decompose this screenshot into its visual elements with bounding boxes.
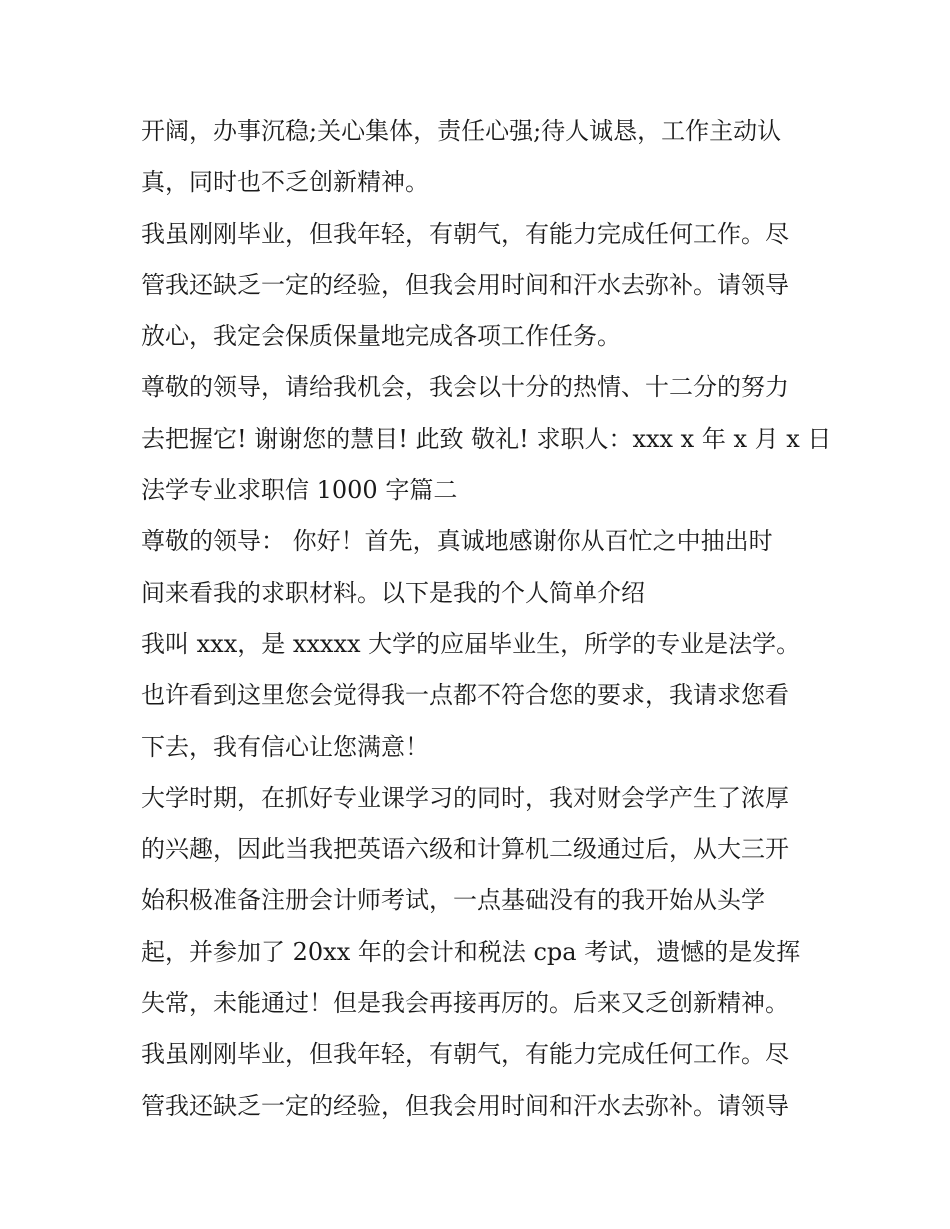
text-line: 我虽刚刚毕业，但我年轻，有朝气，有能力完成任何工作。尽 <box>141 1040 789 1069</box>
text-line: 下去，我有信心让您满意！ <box>141 732 429 761</box>
text-line: 的兴趣，因此当我把英语六级和计算机二级通过后，从大三开 <box>141 835 789 864</box>
paragraph-3 <box>141 362 831 465</box>
text-line: 也许看到这里您会觉得我一点都不符合您的要求，我请求您看 <box>141 681 789 710</box>
section-heading <box>141 465 831 516</box>
text-line: 管我还缺乏一定的经验，但我会用时间和汗水去弥补。请领导 <box>141 1091 789 1120</box>
text-line: 尊敬的领导，请给我机会，我会以十分的热情、十二分的努力 <box>141 373 789 402</box>
document-body <box>141 106 831 1132</box>
text-line: 失常，未能通过！但是我会再接再厉的。后来又乏创新精神。 <box>141 989 789 1018</box>
text-line: 开阔，办事沉稳;关心集体，责任心强;待人诚恳，工作主动认 <box>141 117 782 145</box>
text-line: 大学时期，在抓好专业课学习的同时，我对财会学产生了浓厚 <box>141 783 789 812</box>
heading-line: 法学专业求职信 1000 字篇二 <box>141 476 458 505</box>
text-line: 我虽刚刚毕业，但我年轻，有朝气，有能力完成任何工作。尽 <box>141 219 789 248</box>
paragraph-2 <box>141 209 831 363</box>
paragraph-7 <box>141 773 831 1029</box>
text-line: 去把握它! 谢谢您的慧目! 此致 敬礼! 求职人：xxx x 年 x 月 x 日 <box>141 424 832 453</box>
text-line: 放心，我定会保质保量地完成各项工作任务。 <box>141 322 621 351</box>
text-line: 间来看我的求职材料。以下是我的个人简单介绍 <box>141 578 645 607</box>
text-line: 我叫 xxx，是 xxxxx 大学的应届毕业生，所学的专业是法学。 <box>141 629 801 658</box>
paragraph-6 <box>141 619 831 773</box>
text-line: 尊敬的领导： 你好！首先，真诚地感谢你从百忙之中抽出时 <box>141 527 773 556</box>
text-line: 始积极准备注册会计师考试，一点基础没有的我开始从头学 <box>141 886 765 915</box>
text-line: 起，并参加了 20xx 年的会计和税法 cpa 考试，遗憾的是发挥 <box>141 937 801 966</box>
text-line: 真，同时也不乏创新精神。 <box>141 168 429 197</box>
paragraph-1 <box>141 106 831 209</box>
paragraph-8 <box>141 1029 831 1132</box>
text-line: 管我还缺乏一定的经验，但我会用时间和汗水去弥补。请领导 <box>141 270 789 299</box>
paragraph-5 <box>141 516 831 619</box>
